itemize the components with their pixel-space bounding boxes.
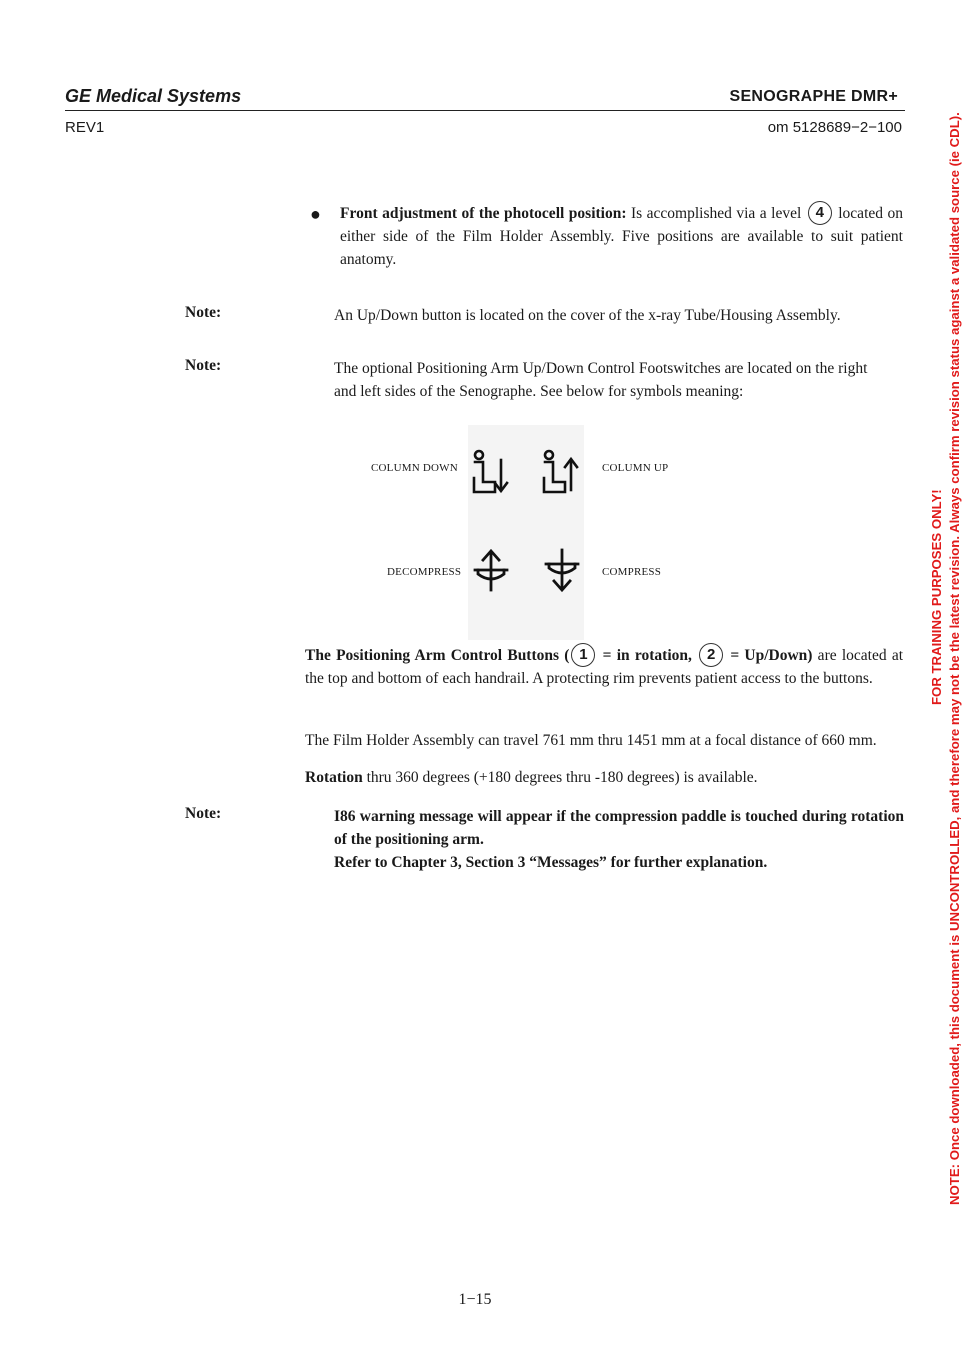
product-name: SENOGRAPHE DMR+ bbox=[729, 88, 898, 105]
callout-4-icon: 4 bbox=[808, 201, 832, 225]
note-text: The optional Positioning Arm Up/Down Control Footswitches are located on the right and left sides of the Senographe. See below for symbols meaning: bbox=[334, 360, 868, 400]
bullet-text-before: Is accomplished via a level bbox=[626, 205, 806, 222]
document-number: om 5128689−2−100 bbox=[767, 119, 902, 136]
rotation-text: thru 360 degrees (+180 degrees thru -180 degrees) is available. bbox=[362, 769, 758, 786]
travel-paragraph: The Film Holder Assembly can travel 761 mm thru 1451 mm at a focal distance of 660 mm. bbox=[305, 732, 877, 749]
compress-icon bbox=[543, 548, 581, 594]
callout-1-icon: 1 bbox=[571, 643, 595, 667]
training-watermark bbox=[928, 112, 964, 1205]
column-up-icon bbox=[540, 448, 582, 496]
bullet-marker: ● bbox=[310, 204, 321, 224]
decompress-icon bbox=[472, 548, 510, 594]
positioning-title-c: = Up/Down) bbox=[725, 647, 813, 664]
warning-note bbox=[334, 805, 904, 874]
note-text: An Up/Down button is located on the cover of the x-ray Tube/Housing Assembly. bbox=[334, 307, 841, 324]
positioning-text: are located at the top and bottom of each handrail. A protecting rim prevents patient access to the buttons. bbox=[305, 647, 904, 687]
symbol-label-column-down: COLUMN DOWN bbox=[371, 462, 458, 474]
bullet-title: Front adjustment of the photocell position: bbox=[340, 205, 627, 222]
company-name: GE Medical Systems bbox=[65, 86, 242, 106]
bullet-text-after: located on either side of the Film Holder Assembly. Five positions are available to suit patient anatomy. bbox=[340, 205, 903, 268]
watermark-line-1: FOR TRAINING PURPOSES ONLY! bbox=[929, 489, 944, 705]
column-down-icon bbox=[470, 448, 512, 496]
rotation-label: Rotation bbox=[305, 769, 363, 786]
note-label: Note: bbox=[185, 805, 222, 822]
positioning-title-b: = in rotation, bbox=[597, 647, 698, 664]
callout-2-icon: 2 bbox=[699, 643, 723, 667]
note-label: Note: bbox=[185, 357, 222, 374]
warning-line-1: I86 warning message will appear if the compression paddle is touched during rotation of the positioning arm. bbox=[334, 808, 904, 848]
page-number: 1−15 bbox=[458, 1291, 492, 1308]
symbol-label-compress: COMPRESS bbox=[602, 566, 662, 578]
warning-line-2: Refer to Chapter 3, Section 3 “Messages” for further explanation. bbox=[334, 854, 768, 871]
symbol-label-decompress: DECOMPRESS bbox=[387, 566, 462, 578]
note-label: Note: bbox=[185, 304, 222, 321]
header-rule bbox=[65, 110, 905, 111]
positioning-title-a: The Positioning Arm Control Buttons ( bbox=[305, 647, 570, 664]
watermark-line-2: NOTE: Once downloaded, this document is UNCONTROLLED, and therefore may not be the latest revision. Always confirm revision status against a validated source (ie CDL). bbox=[947, 112, 962, 1205]
bullet-paragraph bbox=[340, 201, 903, 271]
rotation-paragraph bbox=[305, 766, 903, 789]
revision-label: REV1 bbox=[65, 119, 105, 136]
positioning-arm-paragraph bbox=[305, 643, 903, 690]
symbol-label-column-up: COLUMN UP bbox=[602, 462, 669, 474]
